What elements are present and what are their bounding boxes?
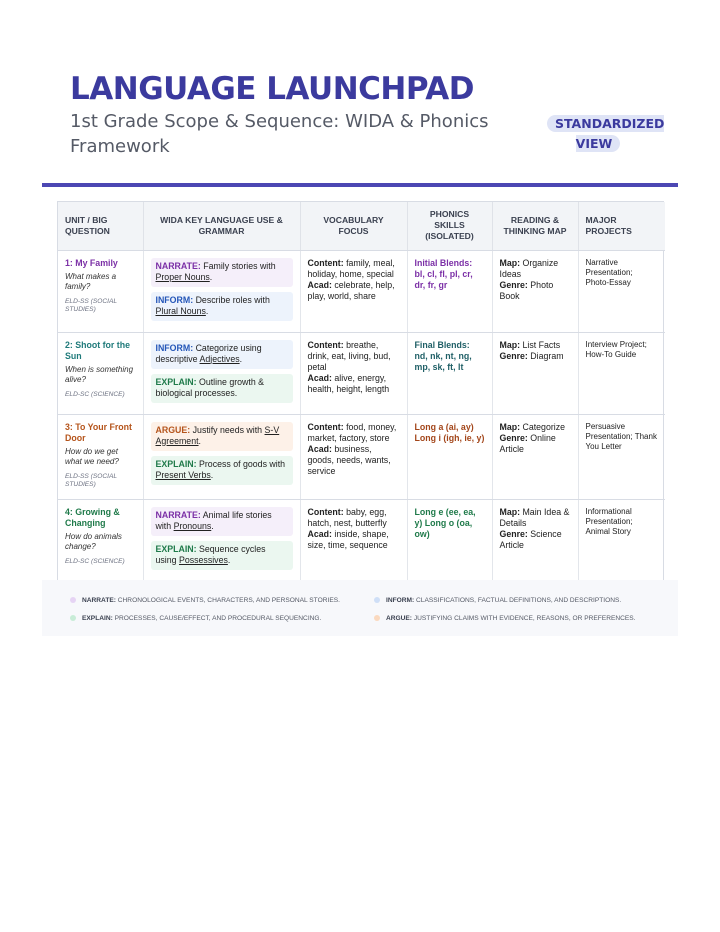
genre-label: Genre:	[499, 279, 528, 290]
phonics-cell	[407, 250, 492, 332]
scope-sequence-table	[57, 201, 664, 582]
grammar-term: Possessives	[178, 554, 228, 565]
language-function-box	[151, 340, 293, 369]
map-label: Map:	[499, 339, 521, 350]
argue-dot-icon	[374, 615, 380, 621]
projects-cell	[578, 332, 665, 414]
function-text: Justify needs with	[190, 424, 265, 435]
project-list: Informational Presentation; Animal Story	[585, 506, 633, 536]
phonics-cell	[407, 332, 492, 414]
function-end: .	[211, 520, 214, 531]
projects-cell	[578, 414, 665, 499]
language-function-box	[151, 374, 293, 403]
function-text: Family stories with	[200, 260, 276, 271]
grammar-term: Pronouns	[173, 520, 212, 531]
phonics-skills: Final Blends: nd, nk, nt, ng, mp, sk, ft, lt	[414, 339, 472, 372]
language-function-box	[151, 541, 293, 570]
language-function-box	[151, 292, 293, 321]
acad-words: alive, energy, health, height, length	[307, 372, 390, 394]
genre-value: Photo Book	[499, 279, 554, 301]
map-value: Main Idea & Details	[499, 506, 570, 528]
acad-words: celebrate, help, play, world, share	[307, 279, 395, 301]
legend-text: PROCESSES, CAUSE/EFFECT, AND PROCEDURAL SEQUENCING.	[112, 615, 322, 622]
standardized-view-badge	[547, 114, 665, 154]
header-divider	[42, 183, 678, 187]
header-phonics: PHONICS SKILLS (ISOLATED)	[407, 202, 492, 250]
projects-cell	[578, 499, 665, 581]
header-unit: UNIT / BIG QUESTION	[58, 202, 143, 250]
language-cell	[143, 250, 300, 332]
project-list: Narrative Presentation; Photo-Essay	[585, 257, 633, 287]
badge-label: STANDARDIZED VIEW	[547, 115, 664, 152]
header-language: WIDA KEY LANGUAGE USE & GRAMMAR	[143, 202, 300, 250]
function-keyword: ARGUE:	[155, 424, 191, 435]
function-text: Process of goods with	[196, 458, 286, 469]
grammar-term: S-V Agreement	[155, 424, 280, 446]
project-list: Interview Project; How-To Guide	[585, 339, 647, 359]
content-label: Content:	[307, 506, 344, 517]
legend-inform	[374, 596, 621, 605]
vocabulary-cell	[300, 499, 407, 581]
function-end: .	[227, 554, 231, 565]
table-header-row	[58, 202, 665, 250]
legend-explain	[70, 614, 321, 623]
phonics-skills: Initial Blends: bl, cl, fl, pl, cr, dr, fr, gr	[414, 257, 473, 290]
narrate-dot-icon	[70, 597, 76, 603]
function-text: Animal life stories with	[155, 509, 272, 531]
content-label: Content:	[307, 339, 344, 350]
function-keyword: EXPLAIN:	[155, 376, 197, 387]
map-label: Map:	[499, 506, 521, 517]
header-vocabulary: VOCABULARY FOCUS	[300, 202, 407, 250]
grammar-term: Plural Nouns	[155, 305, 206, 316]
unit-cell	[58, 250, 143, 332]
acad-label: Acad:	[307, 443, 332, 454]
acad-words: business, goods, needs, wants, service	[307, 443, 391, 476]
unit-question: What makes a family?	[65, 271, 117, 291]
unit-tag: ELD-SS (SOCIAL STUDIES)	[65, 472, 117, 488]
unit-title: 2: Shoot for the Sun	[65, 339, 130, 361]
function-text: Sequence cycles using	[155, 543, 266, 565]
genre-label: Genre:	[499, 528, 528, 539]
map-label: Map:	[499, 257, 521, 268]
content-words: breathe, drink, eat, living, bud, petal	[307, 339, 391, 372]
map-value: Categorize	[520, 421, 566, 432]
table-row	[58, 250, 665, 332]
legend-argue	[374, 614, 636, 623]
table-row	[58, 332, 665, 414]
unit-question: How do we get what we need?	[65, 446, 119, 466]
language-function-box	[151, 456, 293, 485]
document-title: LANGUAGE LAUNCHPAD	[70, 71, 474, 107]
map-value: List Facts	[520, 339, 561, 350]
reading-map-cell	[492, 332, 578, 414]
unit-tag: ELD-SC (SCIENCE)	[65, 557, 125, 565]
genre-label: Genre:	[499, 432, 528, 443]
unit-cell	[58, 332, 143, 414]
function-end: .	[198, 435, 201, 446]
table-row	[58, 499, 665, 581]
function-keyword: EXPLAIN:	[155, 543, 197, 554]
legend-keyword: EXPLAIN:	[82, 615, 113, 622]
header-reading-map: READING & THINKING MAP	[492, 202, 578, 250]
legend-text: CHRONOLOGICAL EVENTS, CHARACTERS, AND PERSONAL STORIES.	[115, 597, 340, 604]
acad-label: Acad:	[307, 279, 332, 290]
function-keyword: INFORM:	[155, 294, 194, 305]
content-label: Content:	[307, 257, 344, 268]
unit-title: 4: Growing & Changing	[65, 506, 120, 528]
table-row	[58, 414, 665, 499]
language-function-box	[151, 507, 293, 536]
unit-title: 3: To Your Front Door	[65, 421, 132, 443]
inform-dot-icon	[374, 597, 380, 603]
language-cell	[143, 414, 300, 499]
function-keyword: INFORM:	[155, 342, 194, 353]
acad-label: Acad:	[307, 528, 332, 539]
unit-title: 1: My Family	[65, 257, 118, 268]
projects-cell	[578, 250, 665, 332]
grammar-term: Adjectives	[199, 353, 240, 364]
acad-label: Acad:	[307, 372, 332, 383]
legend-keyword: ARGUE:	[386, 615, 413, 622]
function-end: .	[239, 353, 243, 364]
phonics-cell	[407, 414, 492, 499]
legend-keyword: NARRATE:	[82, 597, 116, 604]
content-label: Content:	[307, 421, 344, 432]
phonics-skills: Long a (ai, ay) Long i (igh, ie, y)	[414, 421, 485, 443]
phonics-cell	[407, 499, 492, 581]
legend-narrate	[70, 596, 340, 605]
map-value: Organize Ideas	[499, 257, 559, 279]
function-end: .	[209, 271, 213, 282]
legend-text: JUSTIFYING CLAIMS WITH EVIDENCE, REASONS, OR PREFERENCES.	[412, 615, 636, 622]
function-text: Categorize using descriptive	[155, 342, 262, 364]
legend-text: CLASSIFICATIONS, FACTUAL DEFINITIONS, AND DESCRIPTIONS.	[414, 597, 622, 604]
legend	[42, 580, 678, 636]
reading-map-cell	[492, 250, 578, 332]
content-words: food, money, market, factory, store	[307, 421, 397, 443]
function-end: .	[205, 305, 209, 316]
map-label: Map:	[499, 421, 521, 432]
acad-words: inside, shape, size, time, sequence	[307, 528, 389, 550]
reading-map-cell	[492, 499, 578, 581]
unit-cell	[58, 499, 143, 581]
unit-question: How do animals change?	[65, 531, 122, 551]
document-subtitle: 1st Grade Scope & Sequence: WIDA & Phonics Framework	[70, 111, 489, 157]
content-words: family, meal, holiday, home, special	[307, 257, 395, 279]
unit-question: When is something alive?	[65, 364, 134, 384]
function-keyword: NARRATE:	[155, 509, 201, 520]
language-function-box	[151, 422, 293, 451]
genre-value: Science Article	[499, 528, 562, 550]
unit-tag: ELD-SS (SOCIAL STUDIES)	[65, 297, 117, 313]
language-function-box	[151, 258, 293, 287]
language-cell	[143, 499, 300, 581]
function-text: Outline growth & biological processes.	[155, 376, 265, 398]
explain-dot-icon	[70, 615, 76, 621]
unit-cell	[58, 414, 143, 499]
genre-value: Diagram	[527, 350, 564, 361]
reading-map-cell	[492, 414, 578, 499]
header-projects: MAJOR PROJECTS	[578, 202, 665, 250]
function-keyword: EXPLAIN:	[155, 458, 197, 469]
vocabulary-cell	[300, 250, 407, 332]
vocabulary-cell	[300, 332, 407, 414]
grammar-term: Present Verbs	[155, 469, 211, 480]
function-keyword: NARRATE:	[155, 260, 201, 271]
genre-label: Genre:	[499, 350, 528, 361]
legend-keyword: INFORM:	[386, 597, 415, 604]
grammar-term: Proper Nouns	[155, 271, 210, 282]
content-words: baby, egg, hatch, nest, butterfly	[307, 506, 387, 528]
language-cell	[143, 332, 300, 414]
phonics-skills: Long e (ee, ea, y) Long o (oa, ow)	[414, 506, 476, 539]
genre-value: Online Article	[499, 432, 556, 454]
function-end: .	[210, 469, 214, 480]
function-text: Describe roles with	[193, 294, 270, 305]
document-header	[70, 70, 670, 159]
vocabulary-cell	[300, 414, 407, 499]
project-list: Persuasive Presentation; Thank You Letter	[585, 421, 657, 451]
unit-tag: ELD-SC (SCIENCE)	[65, 390, 125, 398]
